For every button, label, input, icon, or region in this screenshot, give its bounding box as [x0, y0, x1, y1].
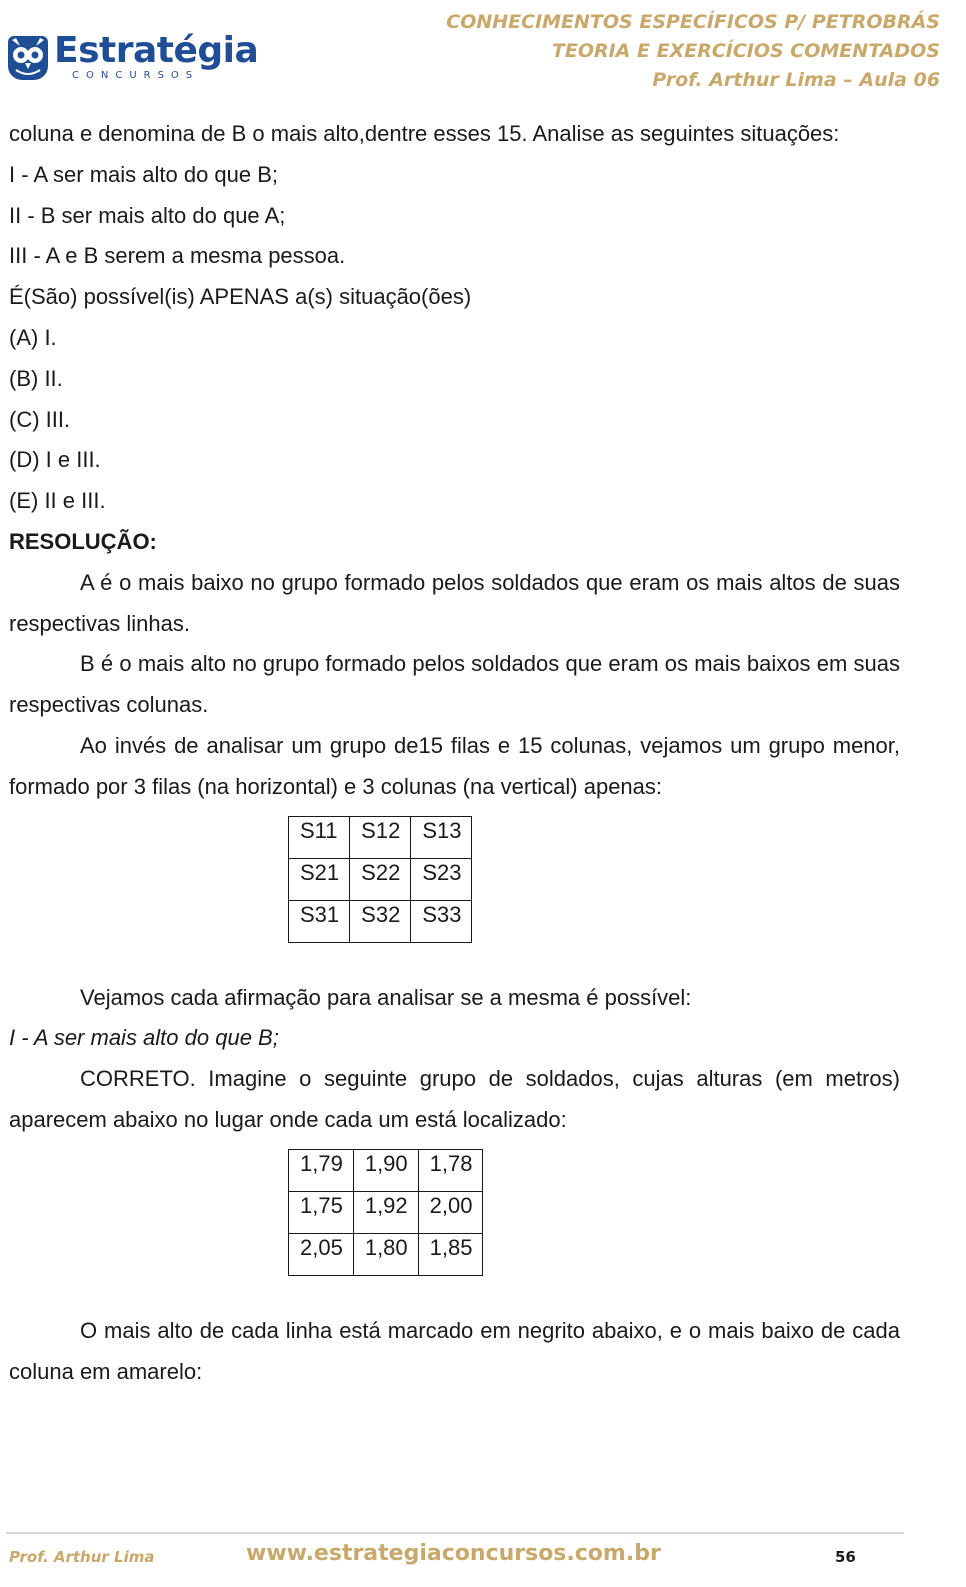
- table-row: [289, 900, 472, 942]
- option-b: (B) II.: [9, 365, 63, 391]
- option-c: (C) III.: [9, 406, 71, 432]
- header-course-info: [446, 8, 940, 95]
- header-course-subtitle: TEORIA E EXERCÍCIOS COMENTADOS: [551, 40, 940, 62]
- table-cell: 1,92: [353, 1191, 418, 1233]
- header-course-title: CONHECIMENTOS ESPECÍFICOS P/ PETROBRÁS: [446, 11, 940, 33]
- table-cell: S22: [350, 858, 411, 900]
- situation-2: II - B ser mais alto do que A;: [9, 202, 286, 228]
- option-e: (E) II e III.: [9, 488, 106, 514]
- resolution-paragraph-1: A é o mais baixo no grupo formado pelos soldados que eram os mais altos de suas respectivas linhas.: [9, 569, 900, 636]
- table-cell: S31: [289, 900, 350, 942]
- question-prompt: É(São) possível(is) APENAS a(s) situação(ões): [9, 284, 472, 310]
- heights-grid-table: [288, 1149, 483, 1276]
- table-cell: 1,80: [353, 1233, 418, 1275]
- resolution-paragraph-2: B é o mais alto no grupo formado pelos soldados que eram os mais baixos em suas respectivas colunas.: [9, 651, 900, 718]
- owl-logo-icon: [8, 36, 48, 80]
- question-statement-end: coluna e denomina de B o mais alto,dentre esses 15. Analise as seguintes situações:: [9, 121, 840, 146]
- table-cell: 1,85: [418, 1233, 483, 1275]
- table-cell: S23: [411, 858, 472, 900]
- table-cell: 1,75: [289, 1191, 354, 1233]
- page-number: 56: [835, 1548, 856, 1566]
- situation-3: III - A e B serem a mesma pessoa.: [9, 243, 346, 269]
- page-footer: [0, 1532, 966, 1587]
- table-cell: 2,05: [289, 1233, 354, 1275]
- closing-paragraph: O mais alto de cada linha está marcado em negrito abaixo, e o mais baixo de cada coluna em amarelo:: [9, 1317, 900, 1384]
- table-cell: 1,79: [289, 1149, 354, 1191]
- table-cell: 2,00: [418, 1191, 483, 1233]
- table-cell: S21: [289, 858, 350, 900]
- table-row: [289, 1149, 483, 1191]
- table-row: [289, 1191, 483, 1233]
- table-cell: S11: [289, 816, 350, 858]
- situation-1: I - A ser mais alto do que B;: [9, 161, 279, 187]
- table-row: [289, 858, 472, 900]
- table-cell: S12: [350, 816, 411, 858]
- header-lesson: Prof. Arthur Lima – Aula 06: [652, 69, 940, 91]
- logo-subtitle: CONCURSOS: [72, 70, 200, 81]
- analysis-statement-1: I - A ser mais alto do que B;: [9, 1025, 279, 1051]
- table-cell: S33: [411, 900, 472, 942]
- page-content: [9, 114, 900, 1392]
- footer-website-link[interactable]: www.estrategiaconcursos.com.br: [246, 1541, 661, 1566]
- logo-wordmark: Estratégia: [54, 30, 259, 71]
- page-header: [0, 0, 966, 100]
- table-cell: S13: [411, 816, 472, 858]
- analysis-paragraph: CORRETO. Imagine o seguinte grupo de soldados, cujas alturas (em metros) aparecem abaixo no lugar onde cada um está localizado:: [9, 1066, 900, 1132]
- table-cell: 1,78: [418, 1149, 483, 1191]
- table-cell: 1,90: [353, 1149, 418, 1191]
- soldier-grid-table: [288, 816, 472, 943]
- resolution-paragraph-3: Ao invés de analisar um grupo de15 filas e 15 colunas, vejamos um grupo menor, formado por 3 filas (na horizontal) e 3 colunas (na vertical) apenas:: [9, 732, 900, 799]
- resolution-heading: RESOLUÇÃO:: [9, 528, 157, 554]
- option-a: (A) I.: [9, 324, 57, 350]
- table-cell: S32: [350, 900, 411, 942]
- footer-author: Prof. Arthur Lima: [9, 1548, 155, 1566]
- estrategia-logo: [8, 30, 268, 84]
- footer-divider: [6, 1532, 904, 1534]
- analysis-intro: Vejamos cada afirmação para analisar se a mesma é possível:: [80, 984, 692, 1010]
- option-d: (D) I e III.: [9, 447, 101, 473]
- table-row: [289, 1233, 483, 1275]
- table-row: [289, 816, 472, 858]
